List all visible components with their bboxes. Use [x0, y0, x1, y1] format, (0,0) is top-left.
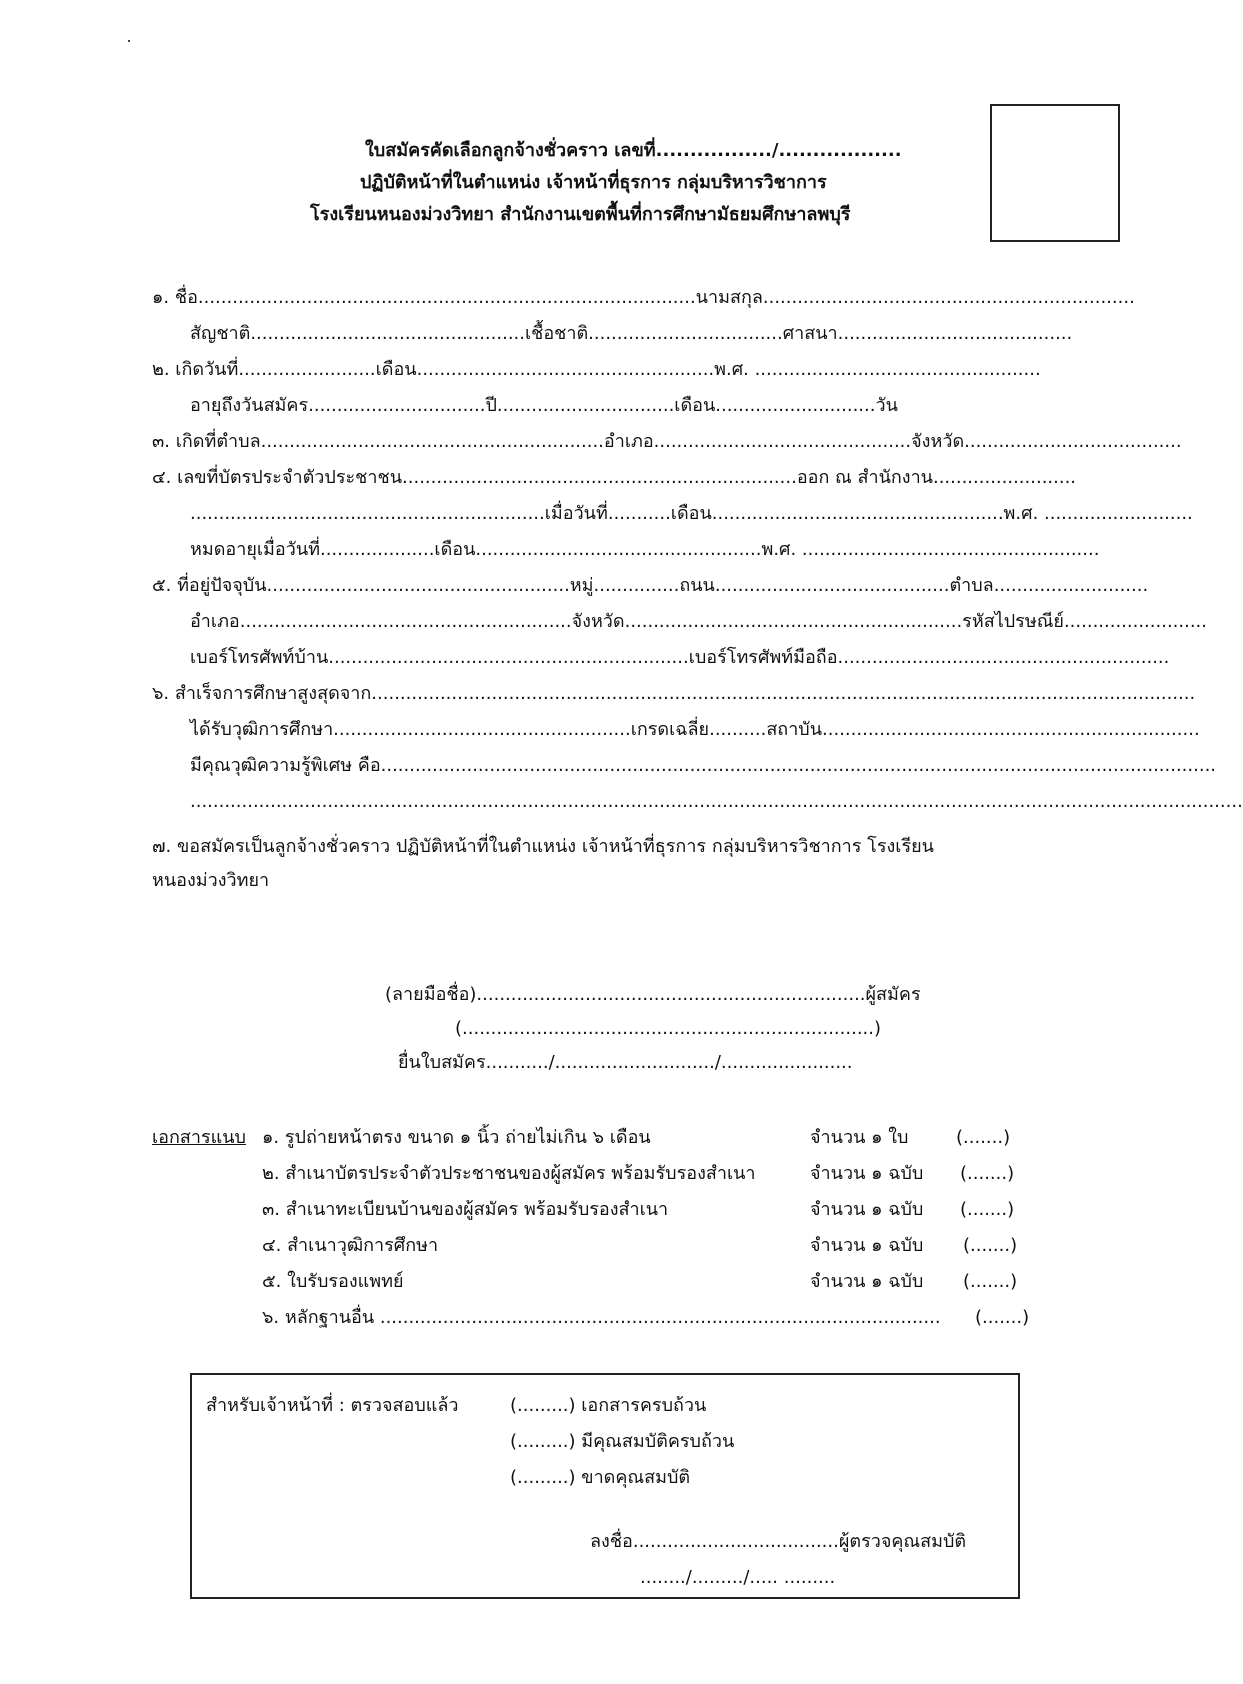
attachment-item: ๑. รูปถ่ายหน้าตรง ขนาด ๑ นิ้ว ถ่ายไม่เกิน ๖ เดือน: [262, 1127, 651, 1148]
request-line2: หนองม่วงวิทยา: [152, 870, 270, 891]
applicant-signature[interactable]: (ลายมือชื่อ)....................................................................ผู้สมัคร: [385, 984, 921, 1005]
request-line1: ๗. ขอสมัครเป็นลูกจ้างชั่วคราว ปฏิบัติหน้าที่ในตำแหน่ง เจ้าหน้าที่ธุรการ กลุ่มบริหารวิชาการ โรงเรียน: [152, 836, 934, 857]
attachment-check[interactable]: (.......): [963, 1235, 1018, 1256]
field-education[interactable]: ๖. สำเร็จการศึกษาสูงสุดจาก................................................................................................................................................: [152, 683, 1196, 704]
form-school: โรงเรียนหนองม่วงวิทยา สำนักงานเขตพื้นที่การศึกษามัธยมศึกษาลพบุรี: [310, 204, 851, 225]
applicant-name[interactable]: (........................................................................): [455, 1018, 882, 1039]
attachment-qty: จำนวน ๑ ฉบับ: [810, 1271, 924, 1292]
attachment-qty: จำนวน ๑ ใบ: [810, 1127, 909, 1148]
field-id-issue[interactable]: ..............................................................เมื่อวันที่...........เดือน...................................................พ.ศ. ..........................: [190, 503, 1193, 524]
attachment-check[interactable]: (.......): [956, 1127, 1011, 1148]
field-special-cont[interactable]: ........................................................................................................................................................................................: [190, 791, 1243, 812]
field-id-expiry[interactable]: หมดอายุเมื่อวันที่....................เดือน..................................................พ.ศ. ....................................................: [190, 539, 1100, 560]
officer-label: สำหรับเจ้าหน้าที่ : ตรวจสอบแล้ว: [206, 1395, 459, 1416]
field-birthdate[interactable]: ๒. เกิดวันที่........................เดือน....................................................พ.ศ. ..................................................: [152, 359, 1041, 380]
field-special[interactable]: มีคุณวุฒิความรู้พิเศษ คือ..................................................................................................................................................: [190, 755, 1217, 776]
officer-option-unqualified[interactable]: (.........) ขาดคุณสมบัติ: [510, 1467, 691, 1488]
attachment-qty: จำนวน ๑ ฉบับ: [810, 1235, 924, 1256]
attachment-item[interactable]: ๖. หลักฐานอื่น ..................................................................................................: [262, 1307, 941, 1328]
scan-speck: [128, 40, 130, 42]
attachment-item: ๒. สำเนาบัตรประจำตัวประชาชนของผู้สมัคร พร้อมรับรองสำเนา: [262, 1163, 756, 1184]
field-degree[interactable]: ได้รับวุฒิการศึกษา....................................................เกรดเฉลี่ย..........สถาบัน..................................................................: [190, 719, 1200, 740]
officer-signature[interactable]: ลงชื่อ....................................ผู้ตรวจคุณสมบัติ: [590, 1531, 967, 1552]
officer-date[interactable]: ......../........./..... .........: [640, 1567, 836, 1588]
form-position: ปฏิบัติหน้าที่ในตำแหน่ง เจ้าหน้าที่ธุรการ กลุ่มบริหารวิชาการ: [360, 172, 827, 193]
attachment-qty: จำนวน ๑ ฉบับ: [810, 1163, 924, 1184]
attachment-qty: จำนวน ๑ ฉบับ: [810, 1199, 924, 1220]
attachment-item: ๕. ใบรับรองแพทย์: [262, 1271, 404, 1292]
photo-box: [990, 104, 1120, 242]
field-nationality[interactable]: สัญชาติ................................................เชื้อชาติ..................................ศาสนา.........................................: [190, 323, 1073, 344]
field-id-card[interactable]: ๔. เลขที่บัตรประจำตัวประชาชน.....................................................................ออก ณ สำนักงาน.........................: [152, 467, 1077, 488]
attachment-item: ๓. สำเนาทะเบียนบ้านของผู้สมัคร พร้อมรับรองสำเนา: [262, 1199, 669, 1220]
officer-option-qualified[interactable]: (.........) มีคุณสมบัติครบถ้วน: [510, 1431, 735, 1452]
field-name[interactable]: ๑. ชื่อ.......................................................................................นามสกุล.................................................................: [152, 287, 1135, 308]
field-age[interactable]: อายุถึงวันสมัคร...............................ปี...............................เดือน............................วัน: [190, 395, 898, 416]
field-birthplace[interactable]: ๓. เกิดที่ตำบล............................................................อำเภอ.............................................จังหวัด......................................: [152, 431, 1182, 452]
attachment-check[interactable]: (.......): [963, 1271, 1018, 1292]
attachment-check[interactable]: (.......): [975, 1307, 1030, 1328]
attachment-item: ๔. สำเนาวุฒิการศึกษา: [262, 1235, 439, 1256]
form-title: ใบสมัครคัดเลือกลูกจ้างชั่วคราว เลขที่................./..................: [365, 140, 902, 161]
attachment-check[interactable]: (.......): [960, 1163, 1015, 1184]
submit-date[interactable]: ยื่นใบสมัคร.........../............................/.......................: [398, 1052, 853, 1073]
attachment-check[interactable]: (.......): [960, 1199, 1015, 1220]
field-phone[interactable]: เบอร์โทรศัพท์บ้าน...............................................................เบอร์โทรศัพท์มือถือ..........................................................: [190, 647, 1170, 668]
officer-option-docs-complete[interactable]: (.........) เอกสารครบถ้วน: [510, 1395, 707, 1416]
field-district[interactable]: อำเภอ..........................................................จังหวัด...........................................................รหัสไปรษณีย์.........................: [190, 611, 1207, 632]
field-address[interactable]: ๕. ที่อยู่ปัจจุบัน.....................................................หมู่...............ถนน.........................................ตำบล...........................: [152, 575, 1149, 596]
attachments-heading: เอกสารแนบ: [152, 1127, 246, 1148]
